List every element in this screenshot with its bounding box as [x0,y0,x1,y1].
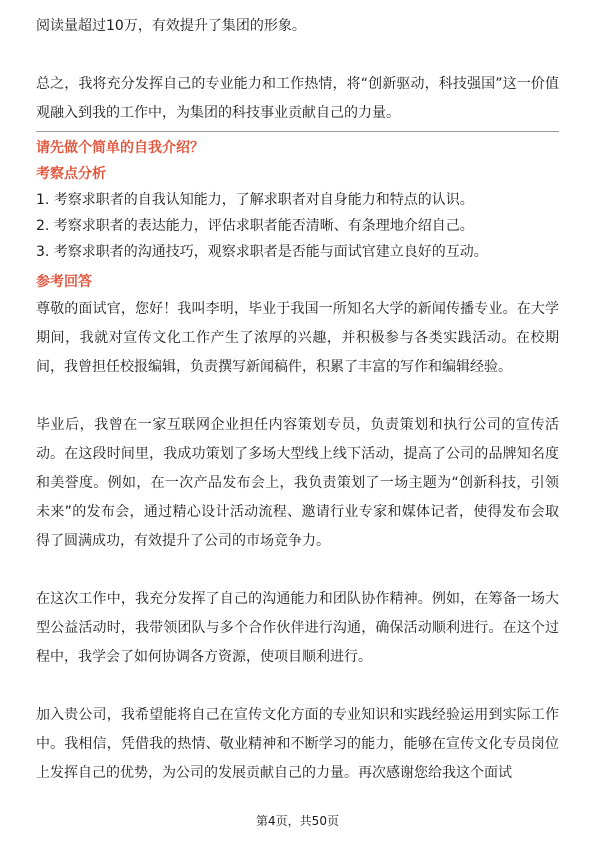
paragraph-gap [36,41,559,70]
page-content [36,12,559,788]
analysis-heading: 考察点分析 [36,166,106,182]
answer-paragraph-4: 加入贵公司，我希望能将自己在宣传文化方面的专业知识和实践经验运用到实际工作中。我相信，凭借我的热情、敬业精神和不断学习的能力，能够在宣传文化专员岗位上发挥自己的优势，为公司的发展贡献自己的力量。再次感谢您给我这个面试 [36,707,559,781]
intro-paragraph-2: 总之，我将充分发挥自己的专业能力和工作热情，将“创新驱动，科技强国”这一价值观融入到我的工作中，为集团的科技事业贡献自己的力量。 [36,76,559,121]
analysis-item: 2. 考察求职者的表达能力，评估求职者能否清晰、有条理地介绍自己。 [36,218,474,234]
paragraph-gap [36,382,559,411]
analysis-item: 1. 考察求职者的自我认知能力，了解求职者对自身能力和特点的认识。 [36,192,474,208]
analysis-item: 3. 考察求职者的沟通技巧，观察求职者是否能与面试官建立良好的互动。 [36,244,488,260]
page-number: 第4页，共50页 [256,814,339,828]
answer-paragraph-3: 在这次工作中，我充分发挥了自己的沟通能力和团队协作精神。例如，在筹备一场大型公益活动时，我带领团队与多个合作伙伴进行沟通，确保活动顺利进行。在这个过程中，我学会了如何协调各方资源，使项目顺利进行。 [36,591,559,665]
paragraph-gap [36,556,559,585]
interview-question: 请先做个简单的自我介绍？ [36,140,204,156]
answer-heading: 参考回答 [36,274,92,290]
section-divider [36,131,559,132]
answer-paragraph-2: 毕业后，我曾在一家互联网企业担任内容策划专员，负责策划和执行公司的宣传活动。在这段时间里，我成功策划了多场大型线上线下活动，提高了公司的品牌知名度和美誉度。例如，在一次产品发布会上，我负责策划了一场主题为“创新科技，引领未来”的发布会，通过精心设计活动流程、邀请行业专家和媒体记者，使得发布会取得了圆满成功，有效提升了公司的市场竞争力。 [36,417,559,549]
intro-paragraph-1: 阅读量超过10万，有效提升了集团的形象。 [36,18,306,34]
answer-paragraph-1: 尊敬的面试官，您好！我叫李明，毕业于我国一所知名大学的新闻传播专业。在大学期间，我就对宣传文化工作产生了浓厚的兴趣，并积极参与各类实践活动。在校期间，我曾担任校报编辑，负责撰写新闻稿件，积累了丰富的写作和编辑经验。 [36,301,559,375]
paragraph-gap [36,672,559,701]
